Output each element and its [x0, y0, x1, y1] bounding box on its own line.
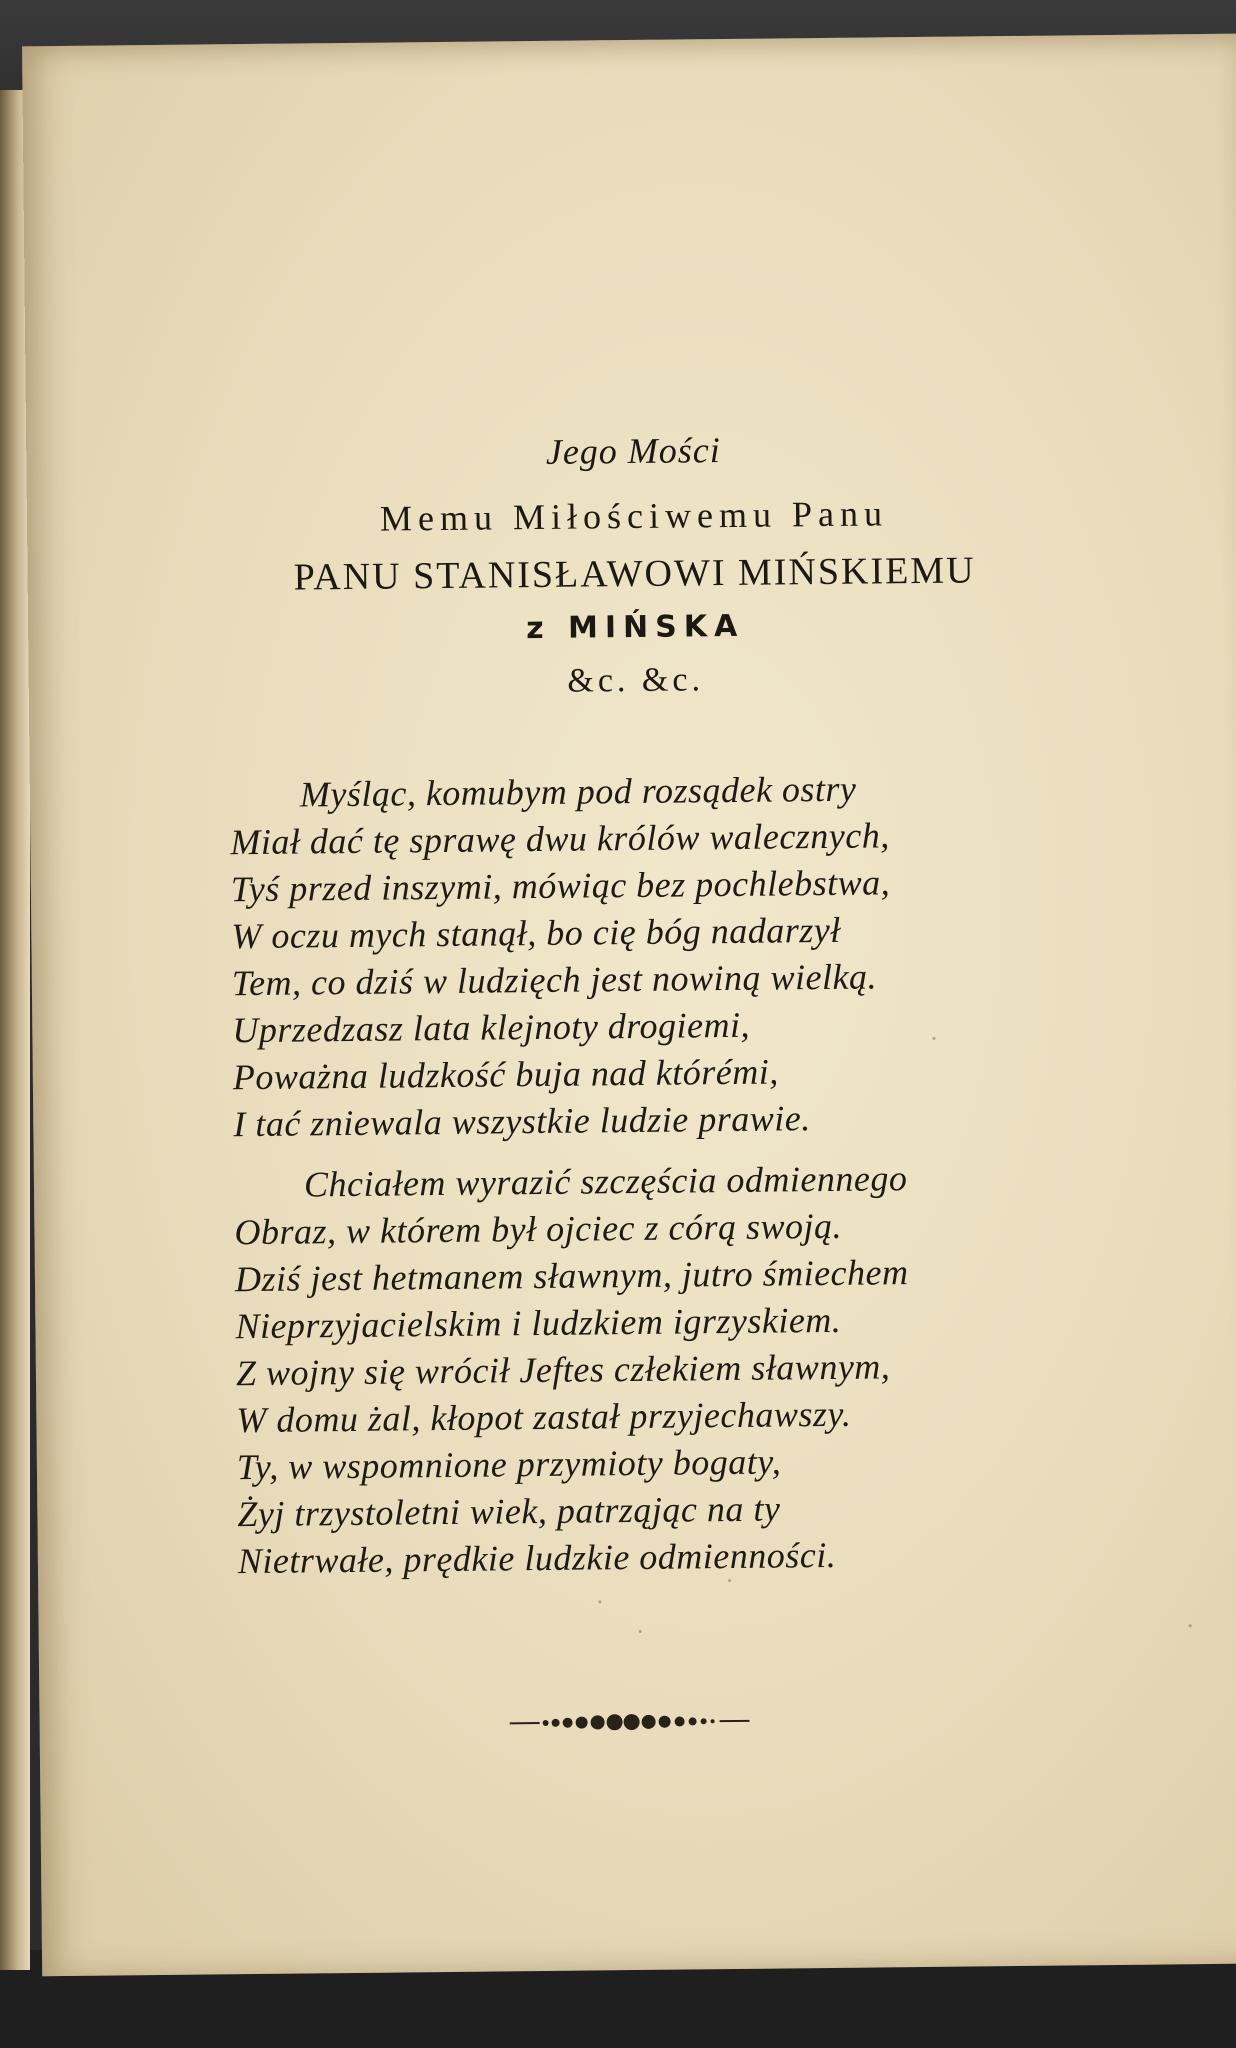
- poem-line: Ty, w wspomnione przymioty bogaty,: [236, 1441, 782, 1488]
- poem-line: Dziś jest hetmanem sławnym, jutro śmiechem: [234, 1252, 909, 1300]
- paper-speck: [1189, 1624, 1192, 1627]
- poem-line: Miał dać tę sprawę dwu królów walecznych,: [230, 815, 890, 863]
- paper-speck: [598, 1600, 601, 1603]
- poem-line: Tyś przed inszymi, mówiąc bez pochlebstwa,: [230, 862, 891, 910]
- poem-line: Z wojny się wrócił Jeftes człekiem sławnym,: [235, 1346, 891, 1394]
- paper-speck: [728, 1579, 731, 1582]
- dedication-line-2: Memu Miłościwemu Panu: [379, 493, 889, 539]
- dedication-line-5: &c. &c.: [567, 661, 705, 700]
- poem-line: Obraz, w którem był ojciec z córą swoją.: [234, 1205, 843, 1253]
- poem-line: I tać zniewala wszystkie ludzie prawie.: [233, 1098, 811, 1145]
- poem-line: Myśląc, komubym pod rozsądek ostry: [299, 768, 857, 815]
- dedication-line-1: Jego Mości: [545, 430, 721, 472]
- paper-speck: [932, 1037, 935, 1040]
- book-page: [22, 34, 1236, 1977]
- poem-stanza-2: [234, 1154, 1038, 1585]
- poem-line: Uprzedzasz lata klejnoty drogiemi,: [232, 1004, 751, 1051]
- poem-line: Nieprzyjacielskim i ludzkiem igrzyskiem.: [235, 1299, 842, 1347]
- poem-line: Żyj trzystoletni wiek, patrząjąc na ty: [237, 1488, 781, 1535]
- poem-line: W domu żal, kłopot zastał przyjechawszy.: [236, 1393, 852, 1441]
- poem-line: Tem, co dziś w ludzięch jest nowiną wielką.: [231, 956, 878, 1004]
- ornament-divider-icon: [509, 1709, 749, 1736]
- dedication-line-3: PANU STANISŁAWOWI MIŃSKIEMU: [293, 549, 976, 599]
- poem-line: Nietrwałe, prędkie ludzkie odmienności.: [237, 1534, 837, 1582]
- poem-stanza-1: [230, 764, 1034, 1148]
- poem-line: Chciałem wyrazić szczęścia odmiennego: [303, 1158, 908, 1205]
- paper-speck: [639, 1630, 642, 1633]
- poem-line: Poważna ludzkość buja nad którémi,: [232, 1051, 779, 1098]
- dedication-line-4: z MIŃSKA: [525, 608, 745, 647]
- poem-line: W oczu mych stanął, bo cię bóg nadarzył: [231, 909, 841, 957]
